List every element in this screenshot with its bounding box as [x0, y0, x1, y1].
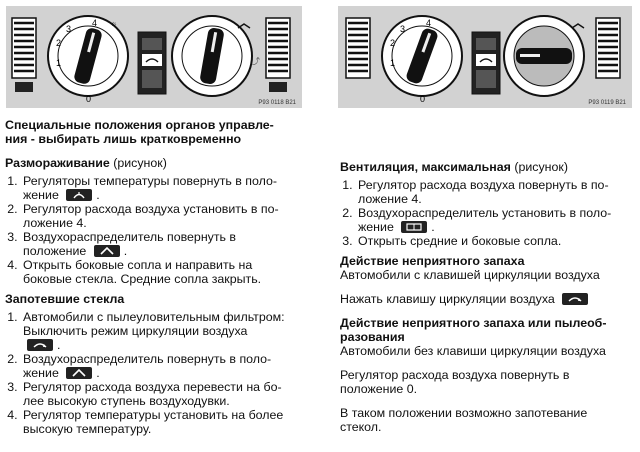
dial-number-2-right: 2	[390, 38, 396, 48]
control-panel-right-drawing	[338, 6, 632, 108]
dial-number-3-right: 3	[400, 24, 406, 34]
defrost-icon	[15, 82, 33, 92]
dial-number-4: 4	[92, 18, 98, 28]
section-title	[5, 118, 317, 146]
windshield-icon	[238, 24, 250, 28]
dial-number-0: 0	[86, 94, 92, 104]
defrost-heading-note: (рисунок)	[113, 156, 167, 170]
list-item: 1. Регулятор расхода воздуха повернуть в по- ложение 4.	[356, 178, 636, 206]
list-item: 2. Воздухораспределитель установить в поло- жение .	[356, 206, 636, 234]
control-panel-right	[338, 6, 632, 108]
odor-dust-vehicle-line: Автомобили без клавиши циркуляции воздуха	[340, 344, 606, 358]
windshield-symbol-icon	[66, 367, 92, 379]
control-panel-left	[6, 6, 302, 108]
dial-number-0-right: 0	[420, 94, 426, 104]
section-title-line-1: Специальные положения органов управле-	[5, 118, 274, 132]
dial-number-1: 1	[56, 58, 62, 68]
recirculation-button-right[interactable]	[476, 54, 496, 66]
recirculation-button[interactable]	[142, 54, 162, 66]
fog-list	[5, 310, 317, 436]
odor-dust-regulator: Регулятор расхода воздуха повернуть в положение 0.	[340, 368, 570, 396]
defrost-symbol-icon	[66, 189, 92, 201]
defrost-list	[5, 174, 317, 286]
section-title-line-2: ния - выбирать лишь кратковременно	[5, 132, 242, 146]
ventilation-list	[340, 178, 636, 248]
list-item: 1. Автомобили с пылеуловительным фильтром: Выключить режим циркуляции воздуха .	[21, 310, 317, 352]
recirculation-symbol-icon	[27, 339, 53, 351]
defrost-heading	[5, 156, 317, 170]
defrost-icon-right	[269, 82, 287, 92]
dial-number-4-right: 4	[426, 18, 432, 28]
control-panel-left-drawing	[6, 6, 302, 108]
dial-number-3: 3	[66, 24, 72, 34]
list-item: 3. Воздухораспределитель повернуть в положение .	[21, 230, 317, 258]
odor-heading: Действие неприятного запаха	[340, 254, 525, 268]
ventilation-heading: Вентиляция, максимальная (рисунок)	[340, 160, 568, 174]
fog-heading: Запотевшие стекла	[5, 292, 125, 306]
odor-dust-note: В таком положении возможно запотевание стекол.	[340, 406, 588, 434]
svg-text:⤴: ⤴	[252, 57, 260, 66]
list-item: 4. Регулятор температуры установить на более высокую температуру.	[21, 408, 317, 436]
windshield-symbol-icon	[94, 245, 120, 257]
dial-number-2: 2	[56, 38, 62, 48]
svg-text:☼: ☼	[110, 19, 118, 28]
list-item: 4. Открыть боковые сопла и направить на боковые стекла. Средние сопла закрыть.	[21, 258, 317, 286]
windshield-icon-right	[572, 24, 584, 28]
figure-code-right: P93 0119 B21	[588, 100, 626, 106]
defrost-heading-text: Размораживание	[5, 156, 110, 170]
list-item: 2. Регулятор расхода воздуха установить в по- ложение 4.	[21, 202, 317, 230]
list-item: 3. Регулятор расхода воздуха перевести на бо- лее высокую ступень воздуходувки.	[21, 380, 317, 408]
odor-vehicle-line: Автомобили с клавишей циркуляции воздуха	[340, 268, 600, 282]
odor-dust-heading: Действие неприятного запаха или пылеоб- разования	[340, 316, 607, 344]
left-column	[5, 118, 317, 442]
list-item: 2. Воздухораспределитель повернуть в поло- жение .	[21, 352, 317, 380]
odor-press-line: Нажать клавишу циркуляции воздуха	[340, 292, 636, 306]
right-column	[340, 160, 636, 434]
list-item: 3. Открыть средние и боковые сопла.	[356, 234, 636, 248]
recirculation-symbol-icon	[562, 293, 588, 305]
face-vent-symbol-icon	[401, 221, 427, 233]
list-item: 1. Регуляторы температуры повернуть в поло- жение .	[21, 174, 317, 202]
dial-number-1-right: 1	[390, 58, 396, 68]
figure-code-left: P93 0118 B21	[258, 100, 296, 106]
